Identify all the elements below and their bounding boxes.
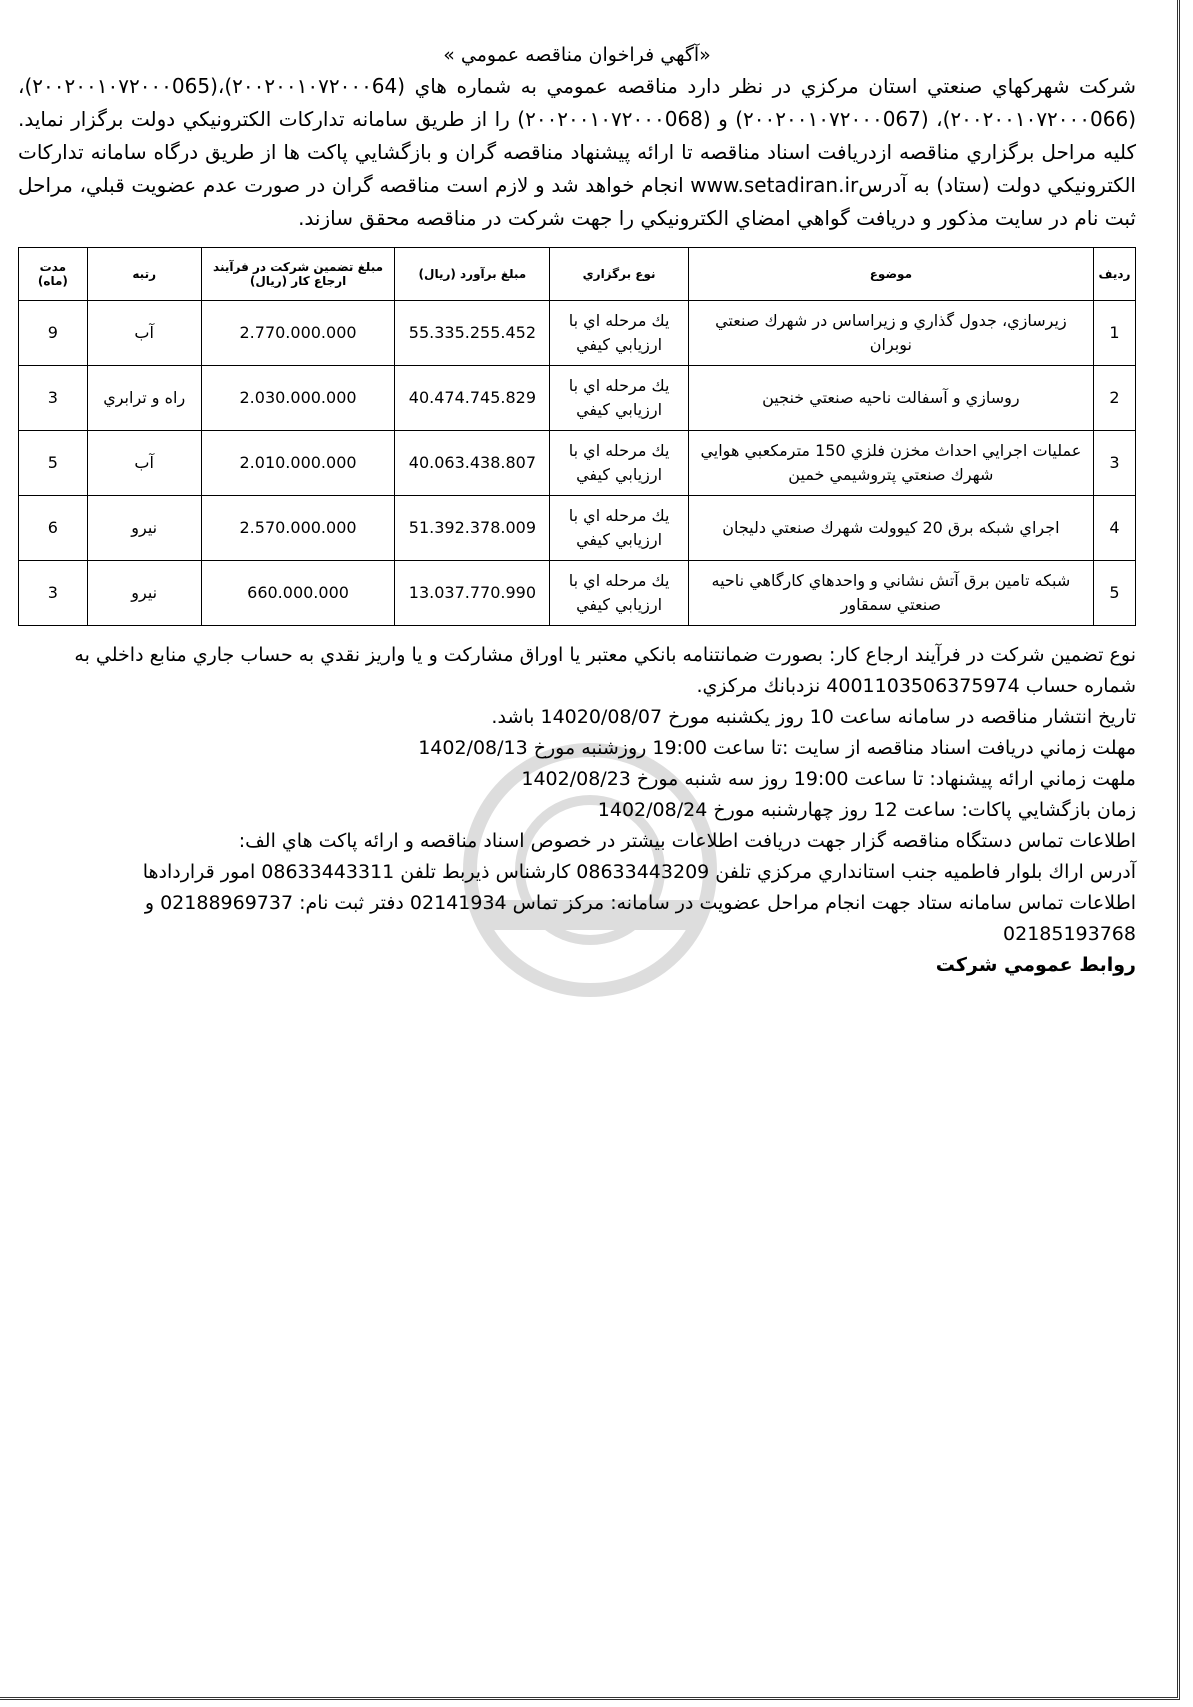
cell-duration: 9 <box>19 301 88 366</box>
cell-type: يك مرحله اي با ارزيابي كيفي <box>550 496 688 561</box>
cell-grade: راه و ترابري <box>87 366 201 431</box>
table-row <box>19 301 1136 366</box>
intro-paragraph: شركت شهركهاي صنعتي استان مركزي در نظر دارد مناقصه عمومي به شماره هاي (۲۰۰۲۰۰۱۰۷۲۰۰۰64)،(۲۰۰۲۰۰۱۰۷۲۰۰۰065)، (۲۰۰۲۰۰۱۰۷۲۰۰۰066)، (۲۰۰۲۰۰۱۰۷۲۰۰۰067) و (۲۰۰۲۰۰۱۰۷۲۰۰۰068) را از طريق سامانه تداركات الكترونيكي دولت برگزار نمايد. كليه مراحل برگزاري مناقصه ازدريافت اسناد مناقصه تا ارائه پيشنهاد مناقصه گران و بازگشايي پاكت ها از طريق درگاه سامانه تداركات الكترونيكي دولت (ستاد) به آدرسwww.setadiran.ir انجام خواهد شد و لازم است مناقصه گران در صورت عدم عضويت قبلي، مراحل ثبت نام در سايت مذكور و دريافت گواهي امضاي الكترونيكي را جهت شركت در مناقصه محقق سازند. <box>18 74 1137 230</box>
header-subject: موضوع <box>688 248 1093 301</box>
cell-duration: 5 <box>19 431 88 496</box>
cell-grade: آب <box>87 301 201 366</box>
header-type: نوع برگزاري <box>550 248 688 301</box>
cell-row-no: 1 <box>1093 301 1135 366</box>
notice-title: «آگهي فراخوان مناقصه عمومي » <box>443 44 711 66</box>
header-duration: مدت (ماه) <box>19 248 88 301</box>
signature: روابط عمومي شركت <box>935 954 1136 976</box>
cell-grade: نيرو <box>87 496 201 561</box>
cell-grade: نيرو <box>87 561 201 626</box>
cell-duration: 3 <box>19 366 88 431</box>
cell-subject: زيرسازي، جدول گذاري و زيراساس در شهرك صنعتي نوبران <box>688 301 1093 366</box>
cell-grade: آب <box>87 431 201 496</box>
cell-row-no: 4 <box>1093 496 1135 561</box>
cell-estimate: 51.392.378.009 <box>395 496 550 561</box>
header-row-no: رديف <box>1093 248 1135 301</box>
opening-time-text: زمان بازگشايي پاكات: ساعت 12 روز چهارشنبه مورخ 1402/08/24 <box>597 799 1136 821</box>
tender-notice <box>18 44 1136 981</box>
cell-subject: اجراي شبكه برق 20 كيوولت شهرك صنعتي دليجان <box>688 496 1093 561</box>
tender-details <box>18 640 1136 981</box>
table-row <box>19 496 1136 561</box>
cell-row-no: 5 <box>1093 561 1135 626</box>
cell-estimate: 55.335.255.452 <box>395 301 550 366</box>
header-estimate: مبلغ برآورد (ريال) <box>395 248 550 301</box>
cell-duration: 3 <box>19 561 88 626</box>
cell-type: يك مرحله اي با ارزيابي كيفي <box>550 431 688 496</box>
publish-date-text: تاريخ انتشار مناقصه در سامانه ساعت 10 روز يكشنبه مورخ 14020/08/07 باشد. <box>491 706 1136 728</box>
table-row <box>19 366 1136 431</box>
cell-estimate: 40.474.745.829 <box>395 366 550 431</box>
cell-guarantee: 2.570.000.000 <box>201 496 395 561</box>
tender-table <box>18 247 1136 626</box>
cell-row-no: 3 <box>1093 431 1135 496</box>
cell-duration: 6 <box>19 496 88 561</box>
cell-guarantee: 2.010.000.000 <box>201 431 395 496</box>
cell-subject: روسازي و آسفالت ناحيه صنعتي خنجين <box>688 366 1093 431</box>
contact-intro-text: اطلاعات تماس دستگاه مناقصه گزار جهت دريافت اطلاعات بيشتر در خصوص اسناد مناقصه و ارائه پاكت هاي الف: <box>238 830 1136 852</box>
table-row <box>19 431 1136 496</box>
table-row <box>19 561 1136 626</box>
cell-type: يك مرحله اي با ارزيابي كيفي <box>550 301 688 366</box>
cell-row-no: 2 <box>1093 366 1135 431</box>
guarantee-type-text: نوع تضمين شركت در فرآيند ارجاع كار: بصورت ضمانتنامه بانكي معتبر يا اوراق مشاركت و يا واريز نقدي به حساب جاري منابع داخلي به شماره حساب 4001103506375974 نزدبانك مركزي. <box>74 644 1136 697</box>
table-header-row <box>19 248 1136 301</box>
cell-subject: شبكه تامين برق آتش نشاني و واحدهاي كارگاهي ناحيه صنعتي سمقاور <box>688 561 1093 626</box>
setad-contact-text: اطلاعات تماس سامانه ستاد جهت انجام مراحل عضويت در سامانه: مركز تماس 02141934 دفتر ثبت نام: 02188969737 و 02185193768 <box>144 892 1136 945</box>
cell-type: يك مرحله اي با ارزيابي كيفي <box>550 366 688 431</box>
cell-subject: عمليات اجرايي احداث مخزن فلزي 150 مترمكعبي هوايي شهرك صنعتي پتروشيمي خمين <box>688 431 1093 496</box>
cell-guarantee: 2.030.000.000 <box>201 366 395 431</box>
address-text: آدرس اراك بلوار فاطميه جنب استانداري مركزي تلفن 08633443209 كارشناس ذيربط تلفن 08633443311 امور قراردادها <box>142 861 1136 883</box>
header-guarantee: مبلغ تضمين شركت در فرآيند ارجاع كار (ريال) <box>201 248 395 301</box>
cell-type: يك مرحله اي با ارزيابي كيفي <box>550 561 688 626</box>
cell-guarantee: 660.000.000 <box>201 561 395 626</box>
doc-deadline-text: مهلت زماني دريافت اسناد مناقصه از سايت :تا ساعت 19:00 روزشنبه مورخ 1402/08/13 <box>418 737 1136 759</box>
cell-estimate: 40.063.438.807 <box>395 431 550 496</box>
cell-estimate: 13.037.770.990 <box>395 561 550 626</box>
bid-deadline-text: ملهت زماني ارائه پيشنهاد: تا ساعت 19:00 روز سه شنبه مورخ 1402/08/23 <box>521 768 1136 790</box>
cell-guarantee: 2.770.000.000 <box>201 301 395 366</box>
header-grade: رتبه <box>87 248 201 301</box>
